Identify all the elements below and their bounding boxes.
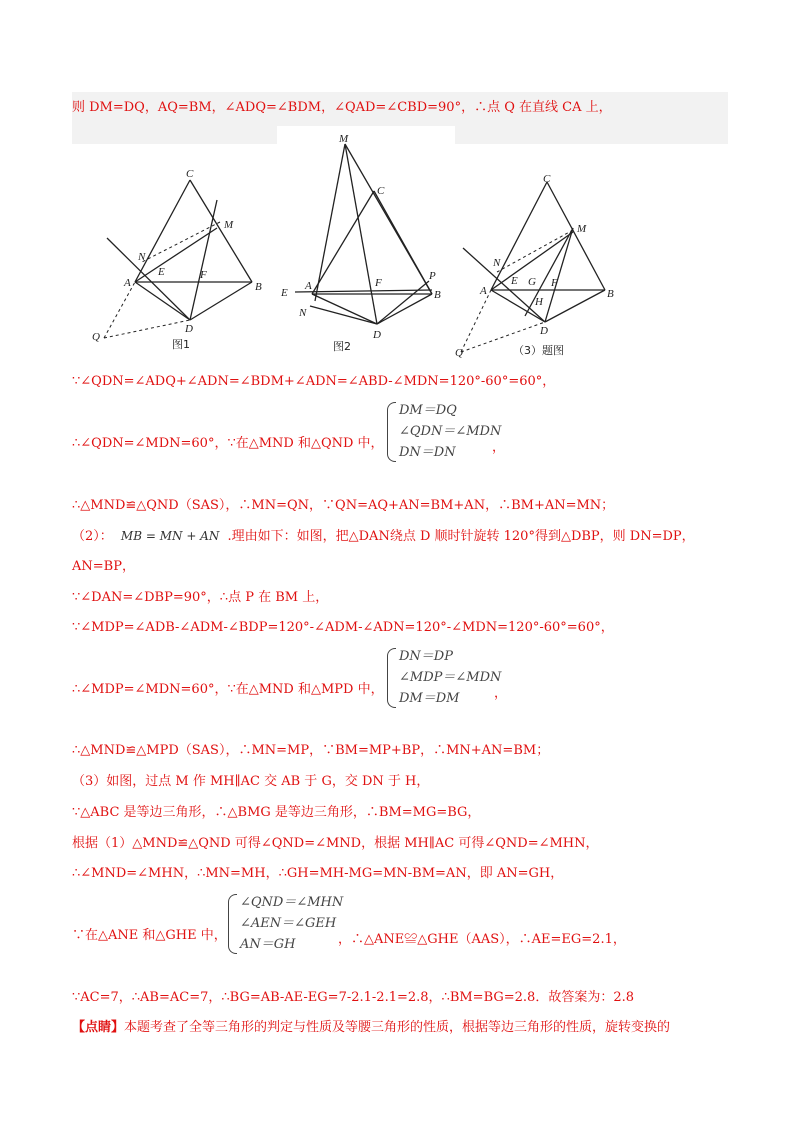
fig3-label-F: F [551, 277, 558, 289]
fig1-caption: 图1 [172, 338, 190, 351]
fig2-label-A: A [305, 280, 312, 292]
fig2-caption: 图2 [333, 340, 351, 353]
system-2-line-3: DM＝DM [399, 691, 460, 706]
fig1-label-A: A [124, 277, 131, 289]
fig3-label-H: H [535, 296, 543, 308]
figure-1-diagram [72, 150, 277, 355]
fig1-label-M: M [224, 219, 234, 231]
text-line-8: ∵∠MDP=∠ADB-∠ADM-∠BDP=120°-∠ADM-∠ADN=120°-∠MDN=120°-60°=60°， [72, 620, 614, 635]
system-3-line-1: ∠QND＝∠MHN [240, 895, 344, 910]
fig2-label-B: B [434, 289, 441, 301]
part-2-reason: .理由如下：如图，把△DAN绕点 D 顺时针旋转 120°得到△DBP，则 DN=DP， [227, 529, 695, 544]
fig1-label-C: C [186, 168, 194, 180]
system-1-line-1: DM＝DQ [399, 403, 457, 418]
fig3-label-D: D [540, 325, 548, 337]
fig2-label-F: F [375, 277, 382, 289]
fig3-label-C: C [543, 173, 551, 185]
equation-system-2 [387, 646, 501, 709]
text-line-14: ∴∠MND=∠MHN，∴MN=MH，∴GH=MH-MG=MN-BM=AN，即 AN=GH， [72, 866, 564, 881]
text-line-16: ∵AC=7，∴AB=AC=7，∴BG=AB-AE-EG=7-2.1-2.1=2.8，∴BM=BG=2.8．故答案为：2.8 [72, 990, 634, 1005]
fig3-label-B: B [607, 288, 614, 300]
fig2-label-D: D [373, 329, 381, 341]
fig3-label-M: M [577, 223, 587, 235]
figure-2-diagram [277, 126, 455, 356]
system-1-line-2: ∠QDN＝∠MDN [399, 424, 502, 439]
fig2-label-N: N [299, 307, 307, 319]
text-line-15: ∵在△ANE 和△GHE 中， [72, 928, 227, 943]
fig2-label-E: E [281, 287, 288, 299]
figure-3 [455, 170, 620, 360]
fig3-label-N: N [493, 257, 501, 269]
fig3-caption: （3）题图 [513, 344, 564, 357]
text-line-11: （3）如图，过点 M 作 MH∥AC 交 AB 于 G，交 DN 于 H， [72, 774, 430, 789]
system-1-tail: ， [492, 440, 506, 455]
fig1-label-D: D [185, 323, 193, 335]
fig2-label-P: P [429, 270, 436, 282]
fig1-label-Q: Q [92, 331, 100, 343]
system-2-tail: ， [494, 686, 508, 701]
fig1-label-E: E [158, 266, 165, 278]
system-3-line-3: AN＝GH [240, 937, 296, 952]
fig3-label-G: G [528, 276, 536, 288]
system-3-tail: ，∴△ANE≌△GHE（AAS），∴AE=EG=2.1， [338, 932, 626, 947]
system-3-line-2: ∠AEN＝∠GEH [240, 916, 337, 931]
fig3-label-Q: Q [455, 347, 463, 359]
text-line-6: AN=BP， [72, 559, 135, 574]
fig2-label-M: M [339, 133, 349, 145]
fig1-label-B: B [255, 281, 262, 293]
fig1-label-N: N [138, 251, 146, 263]
text-line-2: ∵∠QDN=∠ADQ+∠ADN=∠BDM+∠ADN=∠ABD-∠MDN=120°-60°=60°， [72, 374, 556, 389]
text-line-12: ∵△ABC 是等边三角形，∴△BMG 是等边三角形，∴BM=MG=BG， [72, 805, 481, 820]
system-2-line-2: ∠MDP＝∠MDN [399, 670, 502, 685]
fig1-label-F: F [200, 269, 207, 281]
equation-system-1 [387, 400, 501, 463]
part-2-formula: MB = MN + AN [120, 529, 220, 543]
text-line-1: 则 DM=DQ，AQ=BM，∠ADQ=∠BDM，∠QAD=∠CBD=90°，∴点 Q 在直线 CA 上， [72, 100, 612, 115]
text-line-4: ∴△MND≌△QND（SAS），∴MN=QN，∵QN=AQ+AN=BM+AN，∴BM+AN=MN； [72, 498, 615, 513]
note-key: 【点睛】 [72, 1020, 125, 1035]
figure-1 [72, 150, 277, 355]
fig3-label-A: A [480, 285, 487, 297]
figure-3-diagram [455, 170, 620, 360]
text-line-3: ∴∠QDN=∠MDN=60°，∵在△MND 和△QND 中， [72, 436, 384, 451]
part-2-label: （2）： [72, 529, 113, 544]
note-line [72, 1020, 670, 1036]
text-line-9: ∴∠MDP=∠MDN=60°，∵在△MND 和△MPD 中， [72, 682, 384, 697]
system-2-line-1: DN＝DP [399, 649, 453, 664]
text-line-7: ∵∠DAN=∠DBP=90°，∴点 P 在 BM 上， [72, 590, 329, 605]
text-line-5 [72, 528, 695, 545]
fig3-label-E: E [511, 275, 518, 287]
note-text: 本题考查了全等三角形的判定与性质及等腰三角形的性质，根据等边三角形的性质，旋转变换的 [124, 1020, 671, 1035]
equation-system-3 [228, 892, 343, 955]
text-line-13: 根据（1）△MND≌△QND 可得∠QND=∠MND，根据 MH∥AC 可得∠QND=∠MHN， [72, 836, 599, 851]
text-line-10: ∴△MND≌△MPD（SAS），∴MN=MP，∵BM=MP+BP，∴MN+AN=BM； [72, 743, 550, 758]
system-1-line-3: DN＝DN [399, 445, 456, 460]
fig2-label-C: C [377, 185, 385, 197]
figure-2 [277, 126, 455, 356]
